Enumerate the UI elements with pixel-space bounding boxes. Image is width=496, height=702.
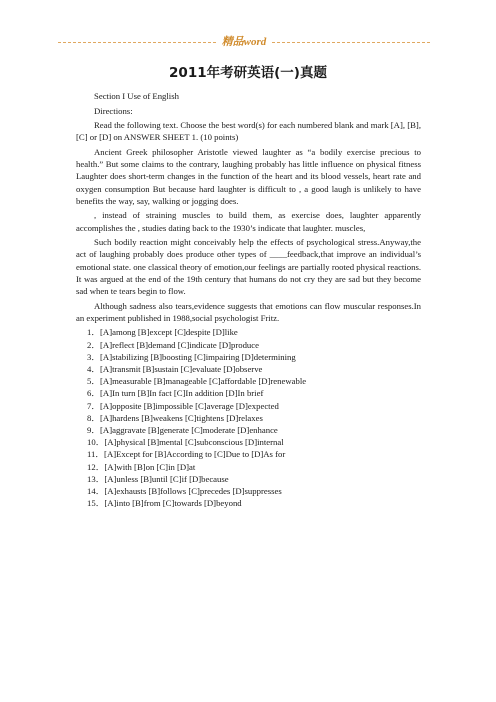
answer-options-list [76, 326, 421, 509]
answer-option: 15．[A]into [B]from [C]towards [D]beyond [87, 498, 242, 509]
answer-option: 2．[A]reflect [B]demand [C]indicate [D]produce [87, 339, 259, 350]
passage-paragraph: Such bodily reaction might conceivably help the effects of psychological stress.Anyway,the act of laughing probably does produce other types of ____feedback,that improve an individual’s emotional state. one classical theory of emotion,our feelings are partially rooted physical reactions. It was argued at the end of the 19th century that humans do not cry they are sad but they become sad when te tears begin to flow. [76, 237, 421, 296]
answer-option: 3．[A]stabilizing [B]boosting [C]impairing [D]determining [87, 351, 296, 362]
answer-option: 10．[A]physical [B]mental [C]subconscious [D]internal [87, 437, 284, 448]
directions-paragraph: Read the following text. Choose the best word(s) for each numbered blank and mark [A], [B], [C] or [D] on ANSWER SHEET 1. (10 points) [76, 120, 421, 143]
document-body [76, 90, 421, 509]
section-heading: Section I Use of English [94, 91, 179, 101]
page-header [58, 34, 430, 50]
answer-option: 12．[A]with [B]on [C]in [D]at [87, 461, 196, 472]
answer-option: 9．[A]aggravate [B]generate [C]moderate [D]enhance [87, 425, 278, 436]
passage-paragraph: Ancient Greek philosopher Aristotle viewed laughter as “a bodily exercise precious to health.” But some claims to the contrary, laughing probably has little influence on physical fitness Laughter does short-term changes in the function of the heart and its blood vessels, heart rate and oxygen consumption But because hard laughter is difficult to , a good laugh is unlikely to have benefits the way, say, walking or jogging does. [76, 146, 421, 206]
answer-option: 1．[A]among [B]except [C]despite [D]like [87, 327, 238, 338]
header-rule-left [58, 42, 216, 43]
directions-label: Directions: [94, 105, 133, 116]
answer-option: 5．[A]measurable [B]manageable [C]affordable [D]renewable [87, 376, 307, 387]
answer-option: 8．[A]hardens [B]weakens [C]tightens [D]relaxes [87, 412, 263, 423]
answer-option: 4．[A]transmit [B]sustain [C]evaluate [D]observe [87, 364, 263, 374]
header-label: 精品word [221, 36, 267, 48]
answer-option: 14．[A]exhausts [B]follows [C]precedes [D]suppresses [87, 486, 282, 497]
passage-paragraph: , instead of straining muscles to build them, as exercise does, laughter apparently accomplishes the , studies dating back to the 1930’s indicate that laughter. muscles, [76, 210, 421, 233]
answer-option: 6．[A]In turn [B]In fact [C]In addition [D]In brief [87, 388, 264, 399]
document-title: 2011年考研英语(一)真题 [169, 65, 327, 81]
answer-option: 7．[A]opposite [B]impossible [C]average [D]expected [87, 400, 279, 411]
answer-option: 13．[A]unless [B]until [C]if [D]because [87, 473, 229, 484]
passage-paragraph: Although sadness also tears,evidence suggests that emotions can flow muscular responses.In an experiment published in 1988,social psychologist Fritz. [76, 300, 421, 323]
answer-option: 11．[A]Except for [B]According to [C]Due to [D]As for [87, 449, 286, 460]
header-rule-right [272, 42, 430, 43]
